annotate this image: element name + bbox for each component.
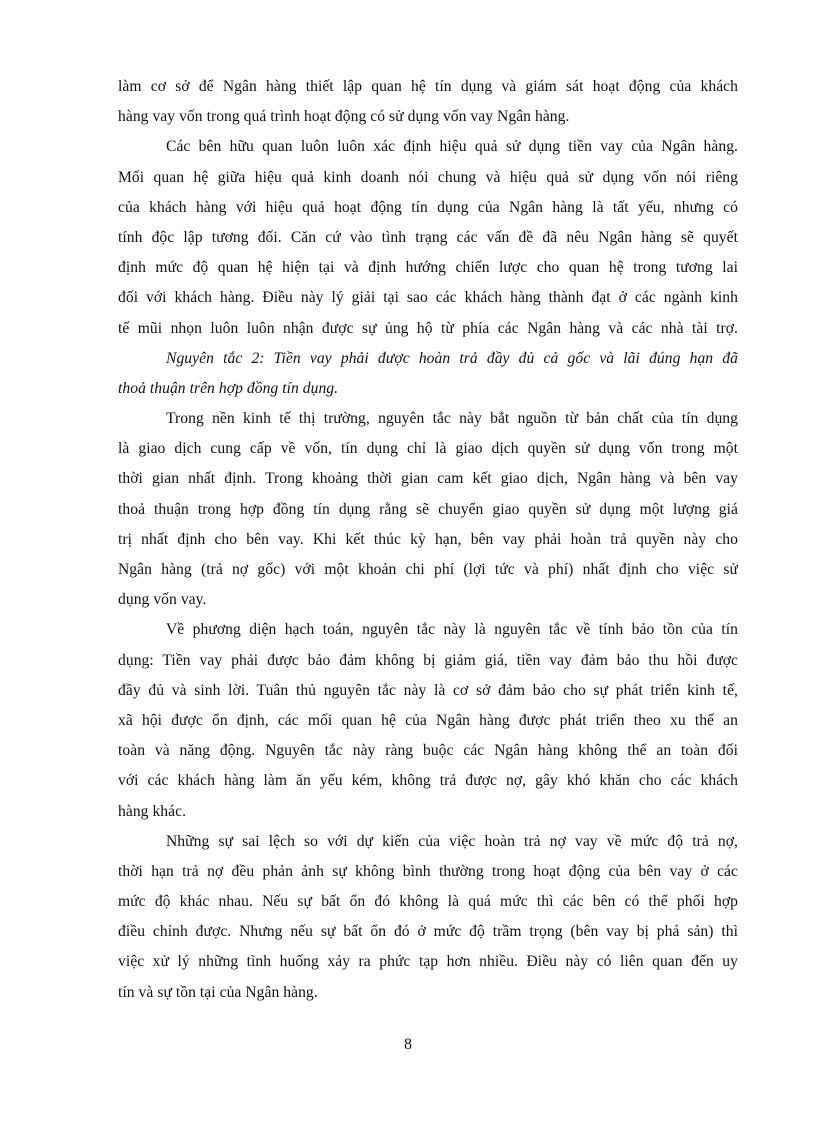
text-line: trị nhất định cho bên vay. Khi kết thúc kỳ hạn, bên vay phải hoàn trả quyền này cho	[118, 530, 738, 548]
page-number: 8	[404, 1036, 412, 1053]
text-line: dụng vốn vay.	[118, 591, 207, 609]
text-line: Những sự sai lệch so với dự kiến của việc hoàn trả nợ vay về mức độ trả nợ,	[166, 832, 738, 850]
text-line: tế mũi nhọn luôn luôn nhận được sự ủng hộ từ phía các Ngân hàng và các nhà tài trợ.	[118, 319, 738, 337]
text-line: tín và sự tồn tại của Ngân hàng.	[118, 983, 318, 1001]
text-line: việc xử lý những tình huống xảy ra phức tạp hơn nhiều. Điều này có liên quan đến uy	[118, 953, 738, 971]
paragraph	[118, 615, 738, 826]
text-line: tính độc lập tương đối. Căn cứ vào tình trạng các vấn đề đã nêu Ngân hàng sẽ quyết	[118, 228, 738, 246]
text-line: điều chỉnh được. Nhưng nếu sự bất ổn đó ở mức độ trầm trọng (bên vay bị phá sản) thì	[118, 923, 738, 941]
principle-heading	[118, 344, 738, 404]
text-line: thoả thuận trong hợp đồng tín dụng rằng sẽ chuyển giao quyền sử dụng một lượng giá	[118, 500, 738, 518]
text-line: Về phương diện hạch toán, nguyên tắc này là nguyên tắc về tính bảo tồn của tín	[166, 621, 738, 639]
text-line: làm cơ sở để Ngân hàng thiết lập quan hệ tín dụng và giám sát hoạt động của khách	[118, 78, 738, 95]
text-line: đầy đủ và sinh lời. Tuân thủ nguyên tắc này là cơ sở đảm bảo cho sự phát triển kinh tế,	[118, 681, 738, 699]
text-line: xã hội được ổn định, các mối quan hệ của Ngân hàng được phát triển theo xu thế an	[118, 711, 738, 729]
text-line: của khách hàng với hiệu quả hoạt động tín dụng của Ngân hàng là tất yếu, nhưng có	[118, 198, 738, 216]
text-line: thời hạn trả nợ đều phản ảnh sự không bình thường trong hoạt động của bên vay ở các	[118, 862, 738, 880]
text-line: dụng: Tiền vay phải được bảo đảm không bị giảm giá, tiền vay đảm bảo thu hồi được	[118, 651, 738, 669]
text-line: thời gian nhất định. Trong khoảng thời gian cam kết giao dịch, Ngân hàng và bên vay	[118, 470, 738, 488]
text-line: Nguyên tắc 2: Tiền vay phải được hoàn trả đầy đủ cả gốc và lãi đúng hạn đã	[166, 349, 738, 367]
paragraph	[118, 827, 738, 1008]
text-line: Các bên hữu quan luôn luôn xác định hiệu quả sử dụng tiền vay của Ngân hàng.	[166, 138, 738, 156]
text-line: với các khách hàng làm ăn yếu kém, không trả được nợ, gây khó khăn cho các khách	[118, 772, 738, 790]
text-line: Ngân hàng (trả nợ gốc) với một khoản chi phí (lợi tức và phí) nhất định cho việc sử	[118, 561, 738, 578]
text-line: toàn và năng động. Nguyên tắc này ràng buộc các Ngân hàng không thể an toàn đối	[118, 742, 738, 760]
text-line: mức độ khác nhau. Nếu sự bất ổn đó không là quá mức thì các bên có thể phối hợp	[118, 893, 738, 911]
text-line: hàng vay vốn trong quá trình hoạt động có sử dụng vốn vay Ngân hàng.	[118, 108, 570, 126]
paragraph	[118, 132, 738, 343]
text-line: định mức độ quan hệ hiện tại và định hướng chiến lược cho quan hệ trong tương lai	[118, 259, 738, 277]
document-page	[118, 72, 738, 1008]
text-line: thoả thuận trên hợp đồng tín dụng.	[118, 379, 339, 397]
paragraph	[118, 404, 738, 615]
text-line: đối với khách hàng. Điều này lý giải tại sao các khách hàng thành đạt ở các ngành kinh	[118, 289, 738, 307]
text-line: Trong nền kinh tế thị trường, nguyên tắc này bắt nguồn từ bản chất của tín dụng	[166, 410, 738, 428]
text-line: là giao dịch cung cấp về vốn, tín dụng chỉ là giao dịch quyền sử dụng vốn trong một	[118, 440, 738, 458]
text-line: hàng khác.	[118, 802, 187, 820]
paragraph	[118, 72, 738, 132]
text-line: Mối quan hệ giữa hiệu quả kinh doanh nói chung và hiệu quả sử dụng vốn nói riêng	[118, 168, 738, 186]
